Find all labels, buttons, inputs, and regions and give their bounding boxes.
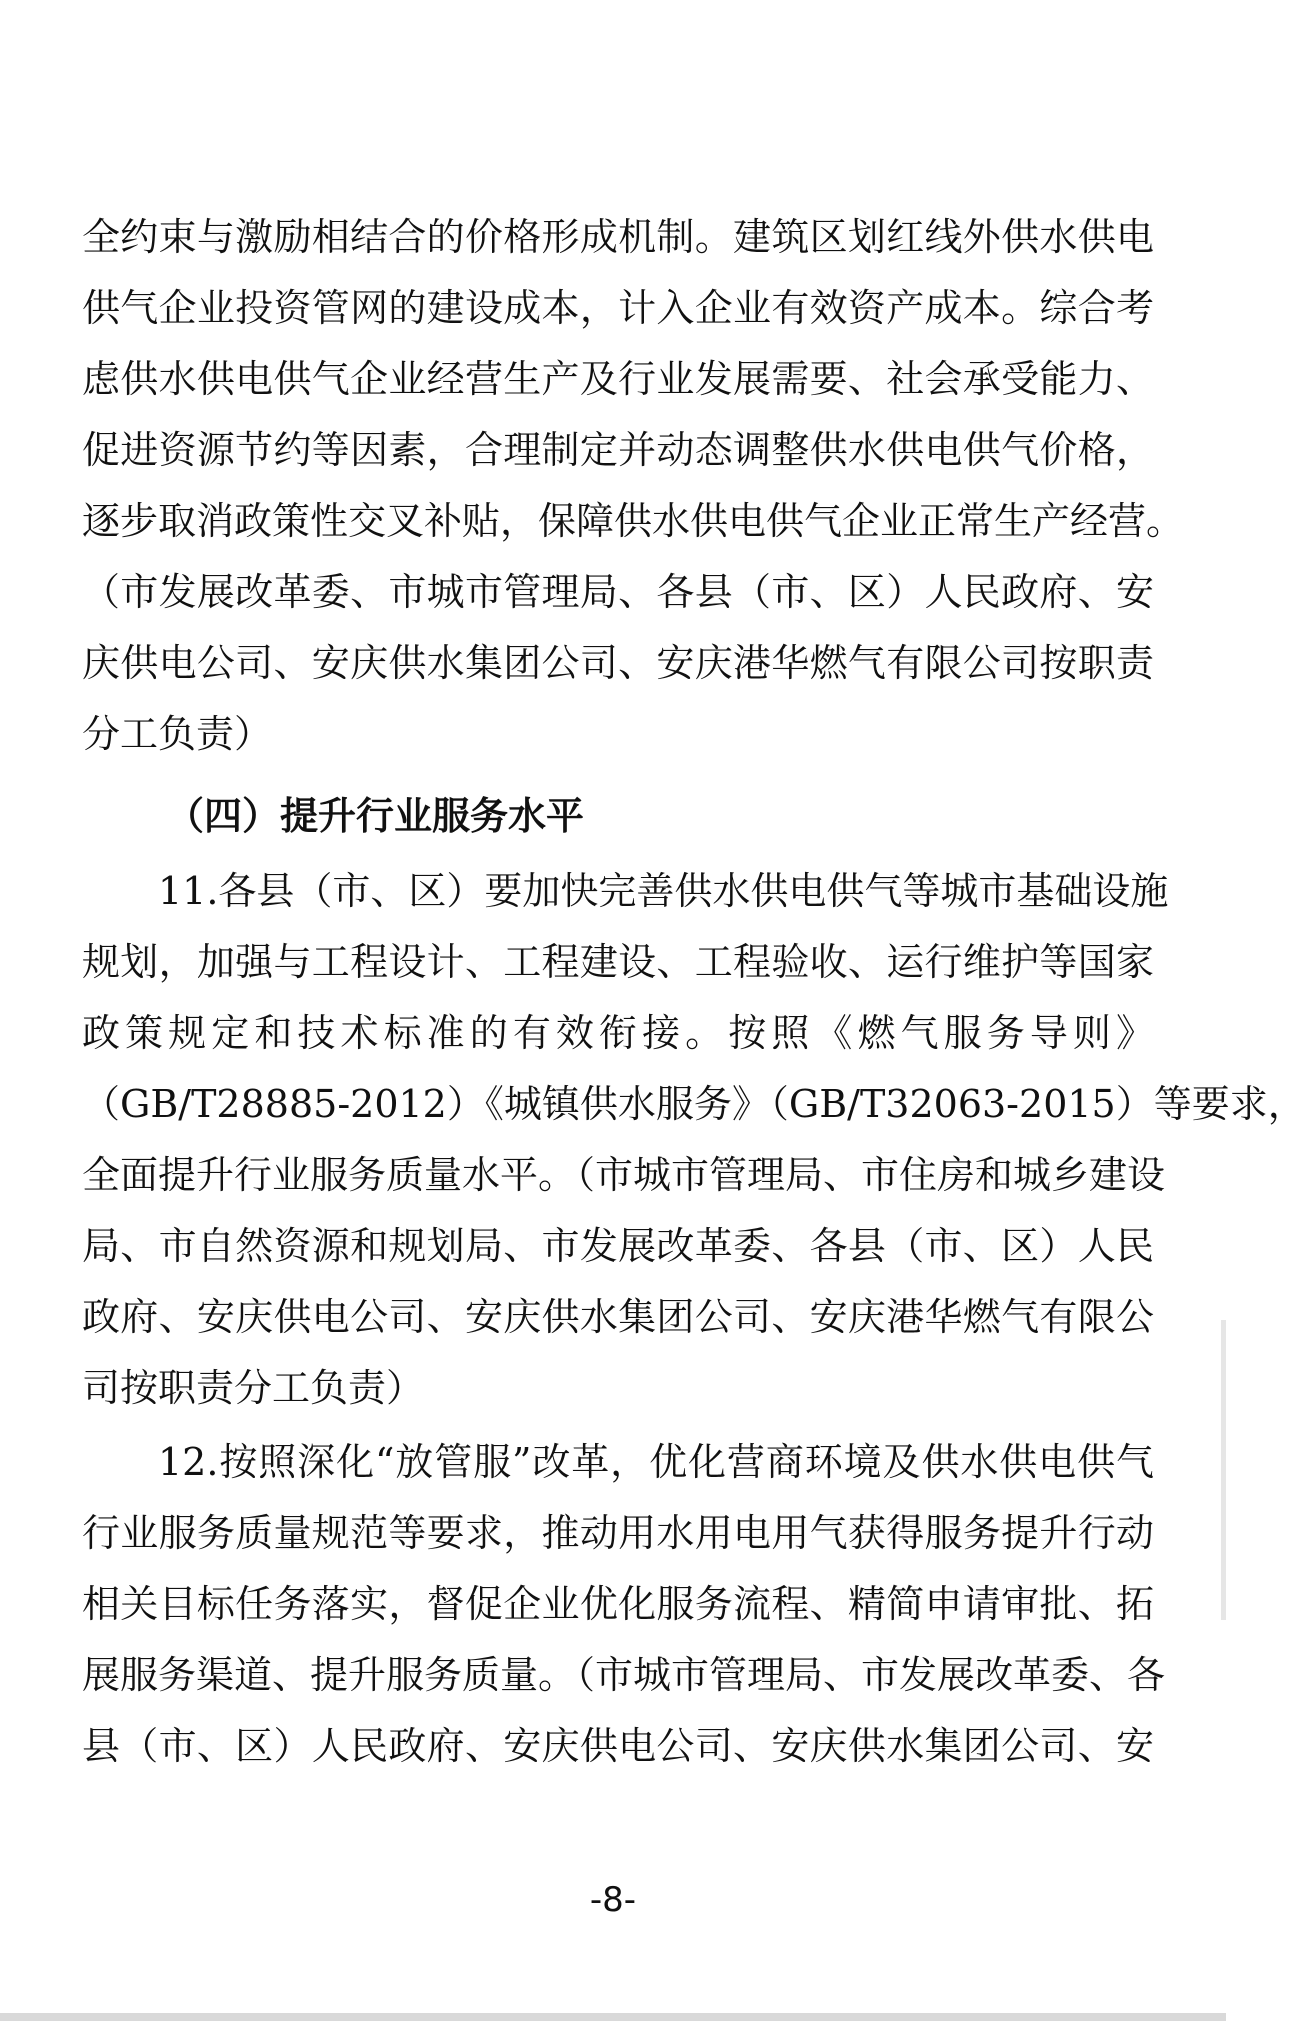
- item-12-line: 展服务渠道、提升服务质量。（市城市管理局、市发展改革委、各: [82, 1653, 1166, 1697]
- item-12-line: 行业服务质量规范等要求，推动用水用电用气获得服务提升行动: [82, 1511, 1154, 1555]
- paragraph-line: 促进资源节约等因素，合理制定并动态调整供水供电供气价格，: [82, 428, 1154, 472]
- paragraph-line: 逐步取消政策性交叉补贴，保障供水供电供气企业正常生产经营。: [82, 499, 1185, 543]
- page-edge-shadow: [1221, 1320, 1226, 1620]
- bottom-divider: [0, 2013, 1226, 2021]
- item-11-line: 规划，加强与工程设计、工程建设、工程验收、运行维护等国家: [82, 940, 1154, 984]
- item-11-line: 政府、安庆供电公司、安庆供水集团公司、安庆港华燃气有限公: [82, 1295, 1154, 1339]
- paragraph-line: 供气企业投资管网的建设成本，计入企业有效资产成本。综合考: [82, 286, 1154, 330]
- item-11-line: （GB/T28885-2012）《城镇供水服务》（GB/T32063-2015）等要求，: [82, 1082, 1306, 1126]
- paragraph-line: 全约束与激励相结合的价格形成机制。建筑区划红线外供水供电: [82, 215, 1154, 259]
- item-11-line: 局、市自然资源和规划局、市发展改革委、各县（市、区）人民: [82, 1224, 1154, 1268]
- item-12-line: 县（市、区）人民政府、安庆供电公司、安庆供水集团公司、安: [82, 1724, 1154, 1768]
- item-11-line: 11.各县（市、区）要加快完善供水供电供气等城市基础设施: [158, 869, 1169, 913]
- item-11-line: 司按职责分工负责）: [82, 1366, 425, 1410]
- paragraph-line: （市发展改革委、市城市管理局、各县（市、区）人民政府、安: [82, 570, 1154, 614]
- paragraph-line: 分工负责）: [82, 712, 273, 756]
- paragraph-line: 虑供水供电供气企业经营生产及行业发展需要、社会承受能力、: [82, 357, 1154, 401]
- item-12-line: 12.按照深化“放管服”改革，优化营商环境及供水供电供气: [158, 1440, 1154, 1484]
- item-11-line: 全面提升行业服务质量水平。（市城市管理局、市住房和城乡建设: [82, 1153, 1166, 1197]
- paragraph-line: 庆供电公司、安庆供水集团公司、安庆港华燃气有限公司按职责: [82, 641, 1154, 685]
- section-heading: （四）提升行业服务水平: [166, 793, 585, 838]
- item-12-line: 相关目标任务落实，督促企业优化服务流程、精简申请审批、拓: [82, 1582, 1154, 1626]
- item-11-line: 政策规定和技术标准的有效衔接。按照《燃气服务导则》: [82, 1011, 1154, 1055]
- page-number: -8-: [589, 1880, 637, 1920]
